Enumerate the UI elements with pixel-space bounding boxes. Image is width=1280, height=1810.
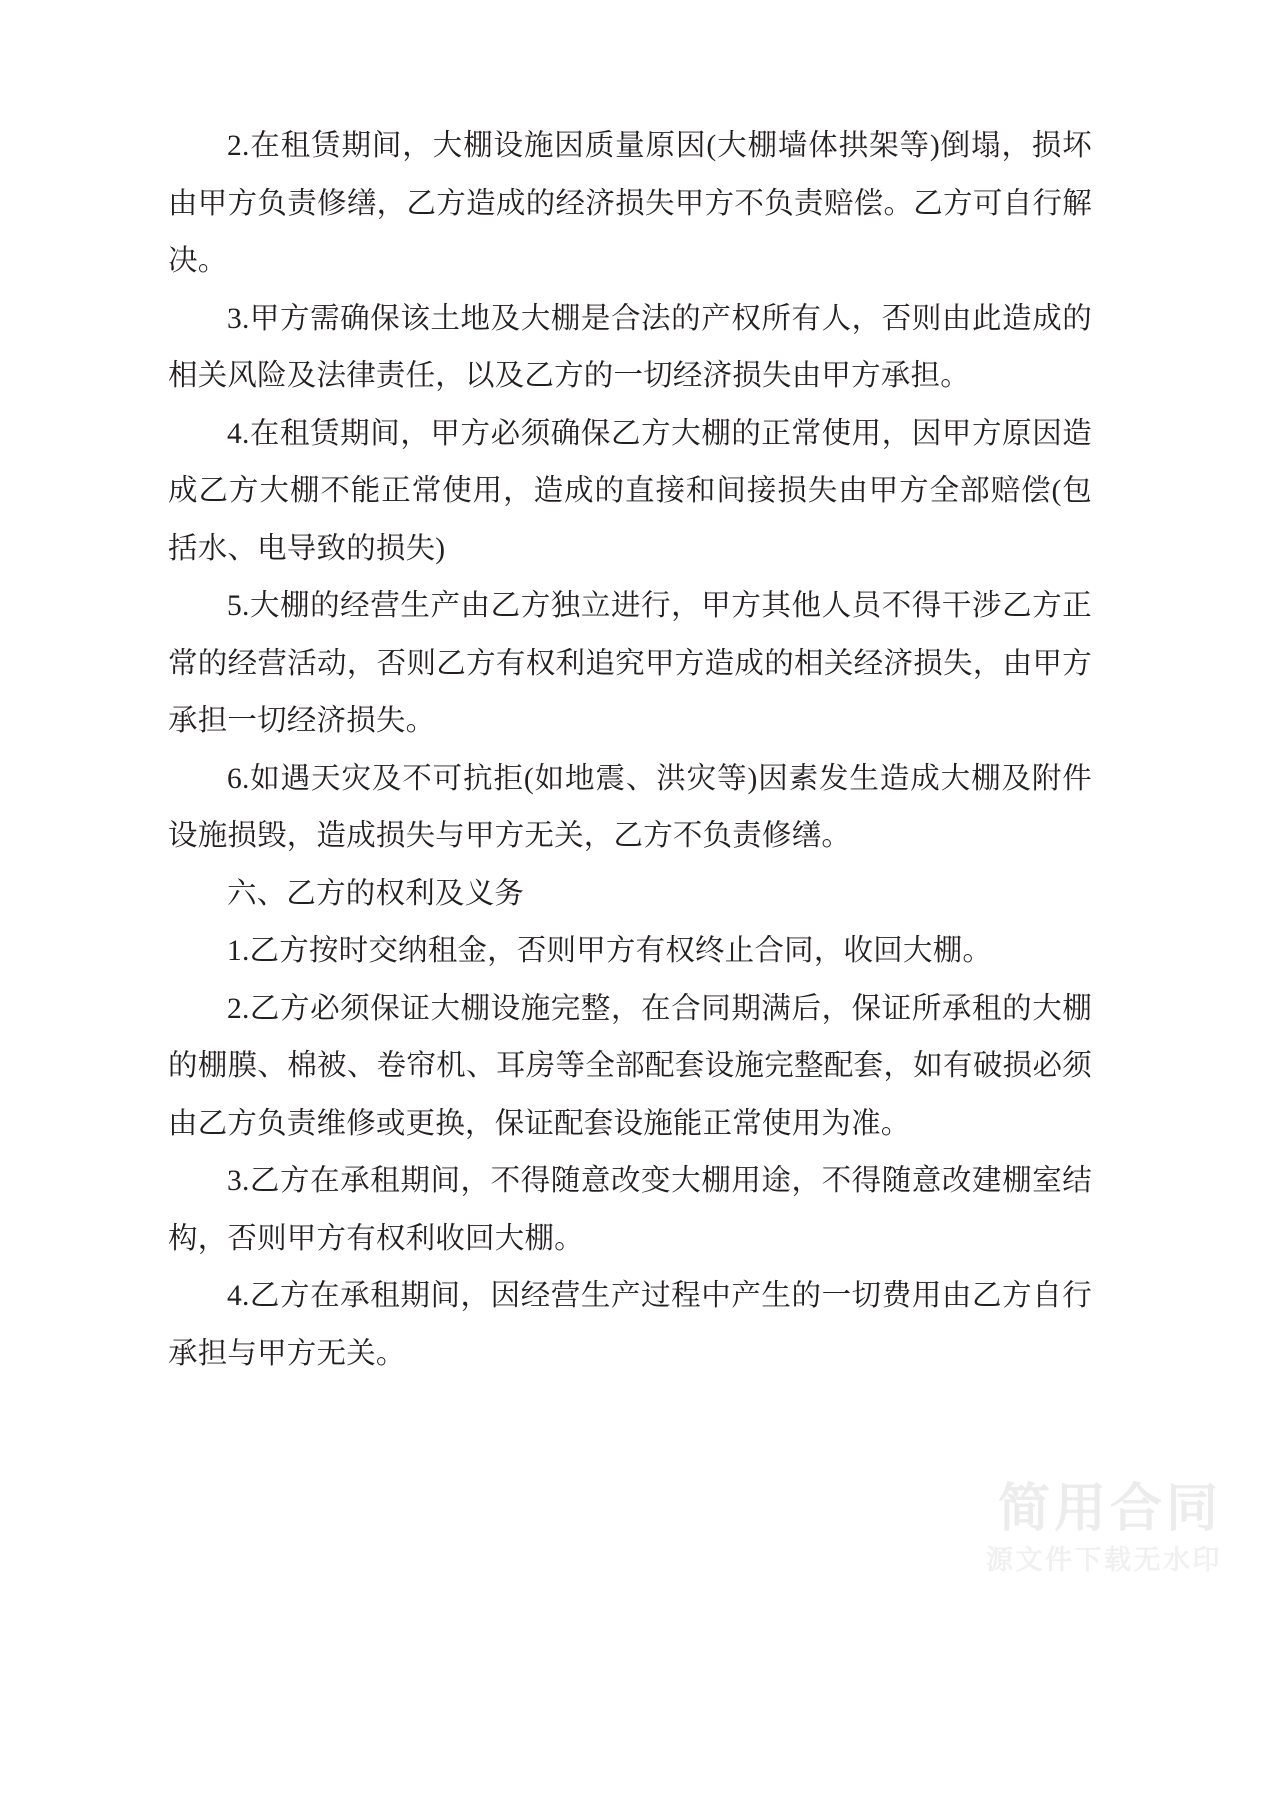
section-heading-six: 六、乙方的权利及义务 (227, 877, 525, 910)
watermark-brand: 简用合同 (997, 1479, 1222, 1540)
watermark-tagline: 源文件下载无水印 (986, 1545, 1222, 1577)
clause-5-5: 5.大棚的经营生产由乙方独立进行，甲方其他人员不得干涉乙方正常的经营活动，否则乙方有权利追究甲方造成的相关经济损失，由甲方承担一切经济损失。 (168, 590, 1092, 737)
clause-5-3: 3.甲方需确保该土地及大棚是合法的产权所有人，否则由此造成的相关风险及法律责任，以及乙方的一切经济损失由甲方承担。 (168, 302, 1092, 392)
clause-6-1: 1.乙方按时交纳租金，否则甲方有权终止合同，收回大棚。 (227, 935, 993, 967)
clause-5-2: 2.在租赁期间，大棚设施因质量原因(大棚墙体拱架等)倒塌，损坏由甲方负责修缮，乙方造成的经济损失甲方不负责赔偿。乙方可自行解决。 (168, 130, 1092, 277)
clause-5-4: 4.在租赁期间，甲方必须确保乙方大棚的正常使用，因甲方原因造成乙方大棚不能正常使用，造成的直接和间接损失由甲方全部赔偿(包括水、电导致的损失) (168, 417, 1092, 565)
watermark (986, 1480, 1222, 1578)
clause-6-4: 4.乙方在承租期间，因经营生产过程中产生的一切费用由乙方自行承担与甲方无关。 (168, 1280, 1092, 1370)
clause-6-2: 2.乙方必须保证大棚设施完整，在合同期满后，保证所承租的大棚的棚膜、棉被、卷帘机、耳房等全部配套设施完整配套，如有破损必须由乙方负责维修或更换，保证配套设施能正常使用为准。 (168, 992, 1092, 1140)
clause-5-6: 6.如遇天灾及不可抗拒(如地震、洪灾等)因素发生造成大棚及附件设施损毁，造成损失与甲方无关，乙方不负责修缮。 (168, 762, 1092, 852)
clause-6-3: 3.乙方在承租期间，不得随意改变大棚用途，不得随意改建棚室结构，否则甲方有权利收回大棚。 (168, 1165, 1092, 1255)
document-text-body (168, 118, 1092, 1383)
